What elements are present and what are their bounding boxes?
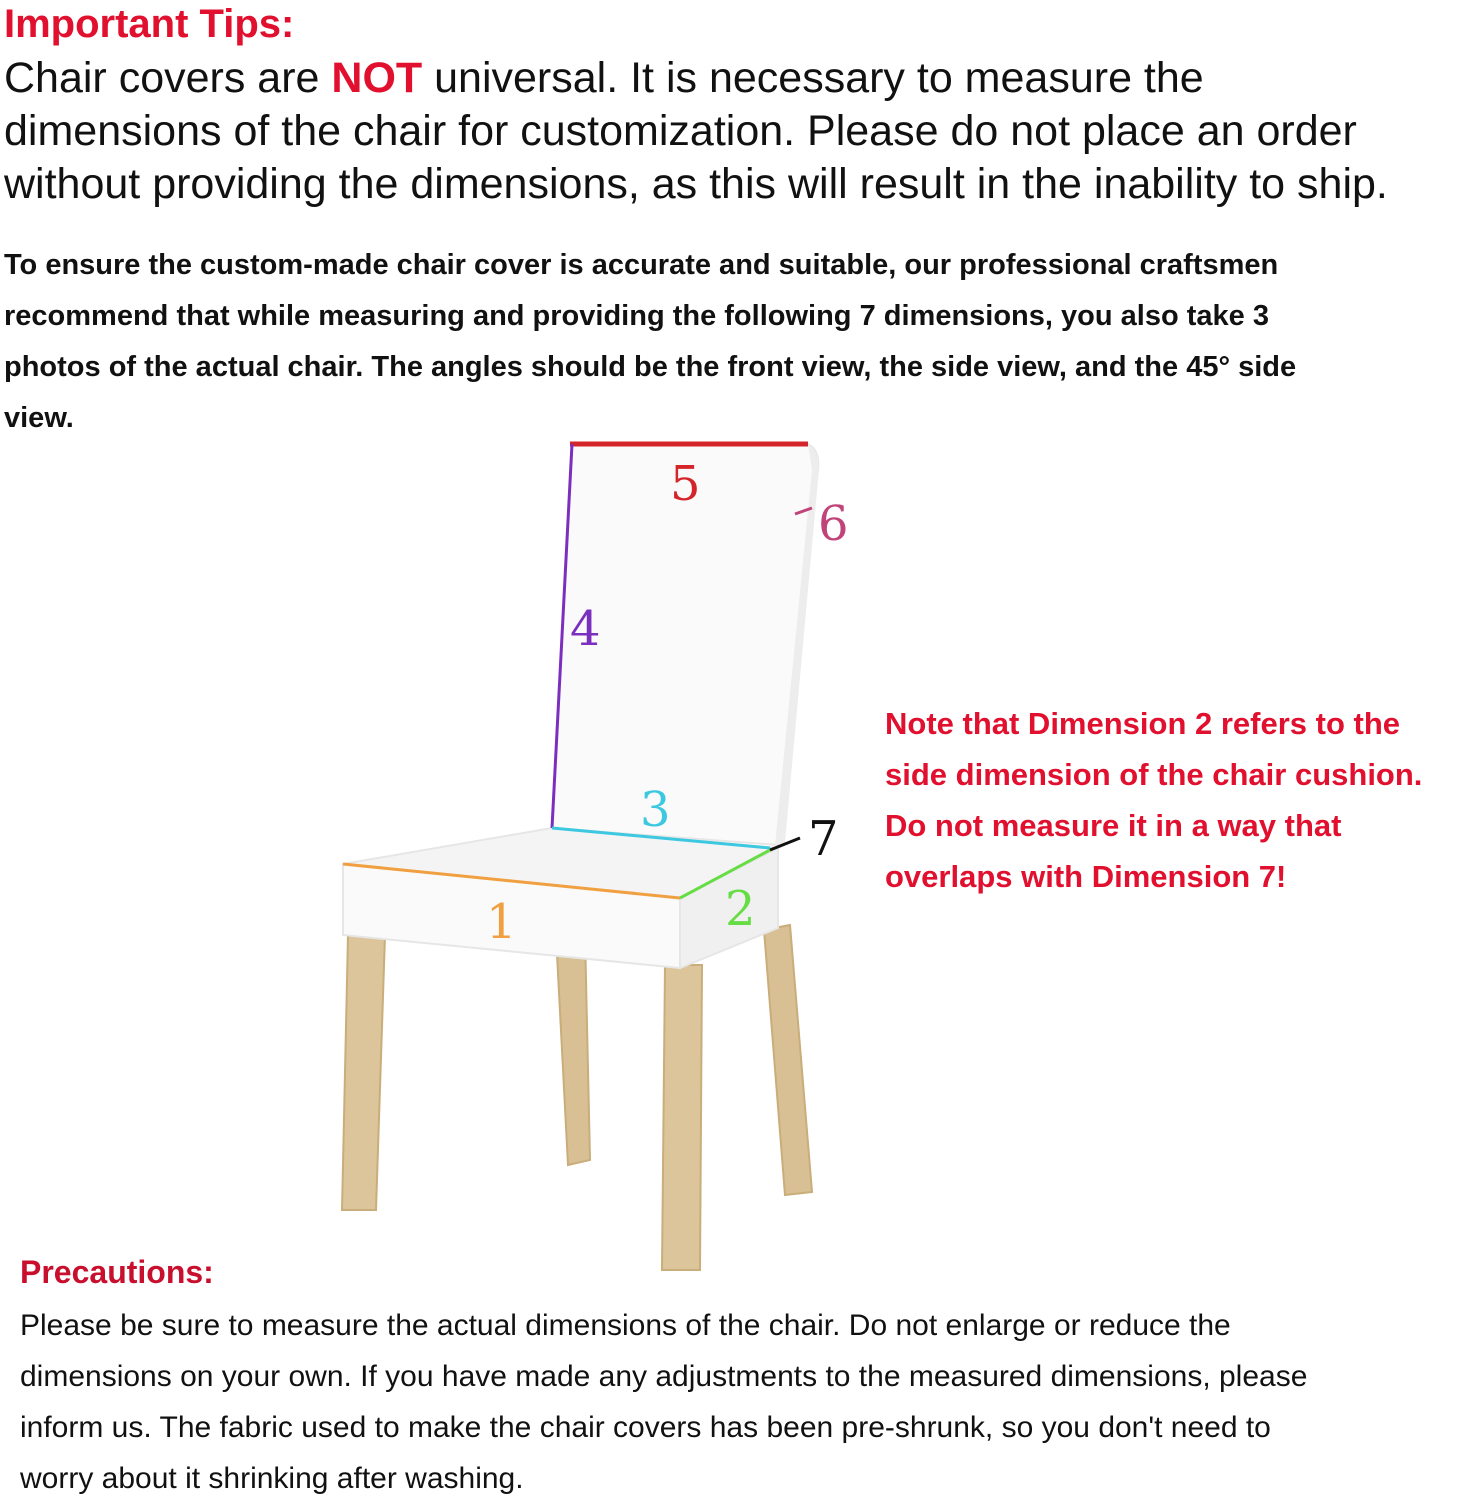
back-right-leg: [764, 925, 812, 1195]
dimension-2-label: 2: [725, 881, 756, 937]
note-line: Do not measure it in a way that: [885, 808, 1342, 843]
dimension-7-label: 7: [808, 811, 839, 867]
guide-line: To ensure the custom-made chair cover is accurate and suitable, our professional craftsmen: [4, 249, 1279, 281]
precautions-heading: Precautions:: [20, 1254, 214, 1290]
intro-line-1-start: Chair covers are: [4, 54, 332, 102]
dimension-3-label: 3: [640, 782, 671, 838]
dimension-5-label: 5: [670, 456, 701, 512]
note-line: side dimension of the chair cushion.: [885, 757, 1423, 792]
precautions-line: inform us. The fabric used to make the chair covers has been pre-shrunk, so you don't need to: [20, 1411, 1271, 1444]
note-line: Note that Dimension 2 refers to the: [885, 706, 1401, 741]
precautions-line: worry about it shrinking after washing.: [20, 1462, 524, 1495]
important-tips-heading: Important Tips:: [4, 2, 295, 46]
precautions-paragraph: [20, 1300, 1450, 1504]
dimension-4-label: 4: [570, 601, 601, 657]
dimension-6-label: 6: [818, 496, 849, 552]
front-left-leg: [342, 935, 385, 1210]
intro-line-1-end: universal. It is necessary to measure the: [422, 54, 1204, 102]
dimension-1-label: 1: [486, 894, 517, 950]
dimension-2-note: [885, 698, 1455, 902]
back-left-leg: [556, 935, 590, 1165]
guide-line: view.: [4, 402, 74, 434]
precautions-line: Please be sure to measure the actual dimensions of the chair. Do not enlarge or reduce the: [20, 1309, 1231, 1342]
guide-line: recommend that while measuring and providing the following 7 dimensions, you also take 3: [4, 300, 1269, 332]
chair-legs: [342, 925, 812, 1270]
intro-line-3: without providing the dimensions, as this will result in the inability to ship.: [4, 160, 1388, 208]
front-right-leg: [662, 965, 702, 1270]
note-line: overlaps with Dimension 7!: [885, 859, 1287, 894]
precautions-line: dimensions on your own. If you have made any adjustments to the measured dimensions, please: [20, 1360, 1308, 1393]
guide-line: photos of the actual chair. The angles should be the front view, the side view, and the 45° side: [4, 351, 1297, 383]
not-emphasis: NOT: [331, 54, 423, 102]
intro-line-2: dimensions of the chair for customization. Please do not place an order: [4, 107, 1357, 155]
